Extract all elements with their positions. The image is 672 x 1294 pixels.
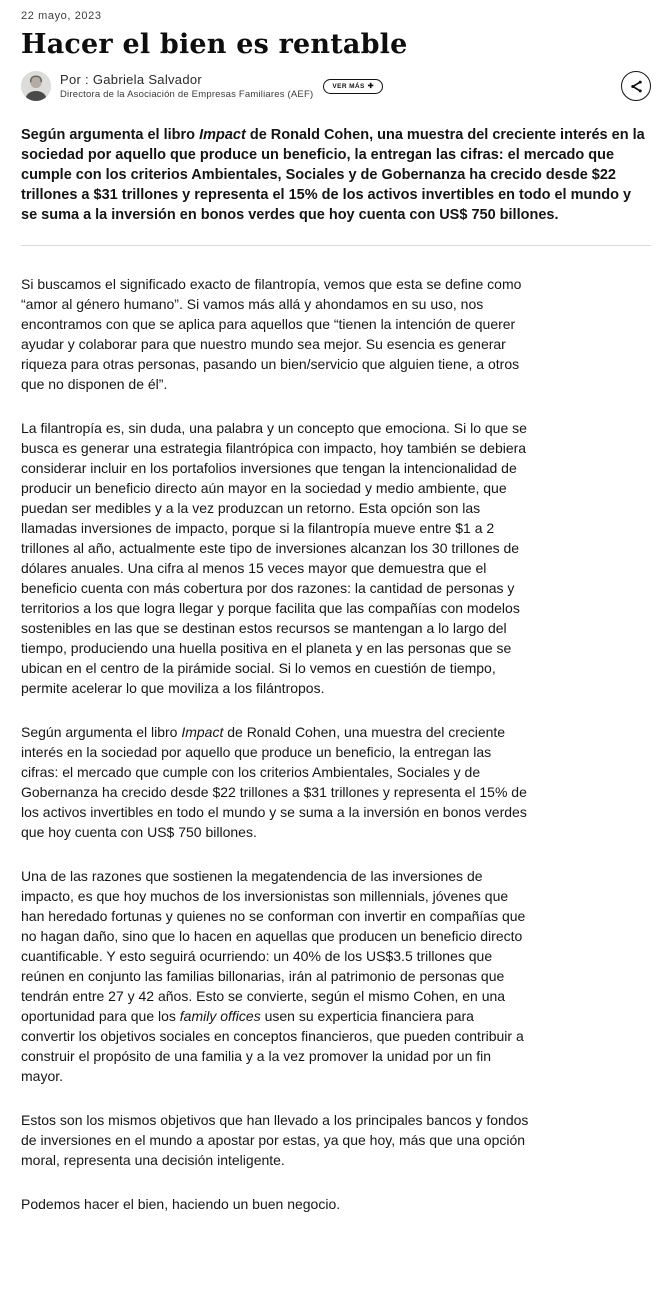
article-paragraph: Podemos hacer el bien, haciendo un buen negocio. [21, 1196, 341, 1213]
article-date: 22 mayo, 2023 [21, 10, 102, 22]
article-paragraph: Una de las razones que sostienen la megatendencia de las inversiones de impacto, es que hoy muchos de los inversionistas son millennials, jóvenes que han heredado fortunas y quienes no se conforman con invertir en compañías que no hagan daño, sino que lo hacen en aquellas que producen un beneficio directo cuantificable. Y esto seguirá ocurriendo: un 40% de los US$3.5 trillones que reúnen en conjunto las familias billonarias, irán al patrimonio de personas que tendrán entre 27 y 42 años. Esto se convierte, según el mismo Cohen, en una oportunidad para que los family offices usen su experticia financiera para convertir los objetivos sociales en conceptos financieros, que pueden contribuir a construir el propósito de una familia y a la vez promover la unidad por un fin mayor. [21, 868, 526, 1085]
author-row [21, 71, 651, 101]
article-paragraph: Según argumenta el libro Impact de Ronald Cohen, una muestra del creciente interés en la sociedad por aquello que produce un beneficio, la entregan las cifras: el mercado que cumple con los criterios Ambientales, Sociales y de Gobernanza ha crecido desde $22 trillones a $31 trillones y representa el 15% de los activos invertibles en todo el mundo y se suma a la inversión en bonos verdes que hoy cuenta con US$ 750 billones. [21, 724, 527, 841]
share-icon [629, 79, 644, 94]
article-body [21, 274, 529, 1214]
page-title: Hacer el bien es rentable [21, 29, 408, 60]
ver-mas-button[interactable] [323, 79, 383, 94]
author-block [21, 71, 383, 101]
article-paragraph: Estos son los mismos objetivos que han llevado a los principales bancos y fondos de inversiones en el mundo a apostar por estas, ya que hoy, más que una opción moral, representa una decisión inteligente. [21, 1112, 529, 1169]
author-meta [60, 72, 313, 100]
author-avatar [21, 71, 51, 101]
author-name: Por : Gabriela Salvador [60, 72, 203, 88]
plus-icon: ✚ [367, 82, 375, 90]
author-photo [21, 71, 51, 101]
ver-mas-label: VER MÁS [332, 82, 365, 90]
share-button[interactable] [621, 71, 651, 101]
section-divider [21, 245, 651, 246]
article-page [0, 10, 672, 1214]
article-intro: Según argumenta el libro Impact de Ronald Cohen, una muestra del creciente interés en la sociedad por aquello que produce un beneficio, la entregan las cifras: el mercado que cumple con los criterios Ambientales, Sociales y de Gobernanza ha crecido desde $22 trillones a $31 trillones y representa el 15% de los activos invertibles en todo el mundo y se suma a la inversión en bonos verdes que hoy cuenta con US$ 750 billones. [21, 127, 645, 224]
author-role: Directora de la Asociación de Empresas Familiares (AEF) [60, 89, 314, 101]
article-paragraph: La filantropía es, sin duda, una palabra y un concepto que emociona. Si lo que se busca es generar una estrategia filantrópica con impacto, hoy también se debiera considerar incluir en los portafolios inversiones que tengan la intencionalidad de producir un beneficio directo aún mayor en la sociedad y medio ambiente, que puedan ser medibles y a la vez produzcan un retorno. Esta opción son las llamadas inversiones de impacto, porque si la filantropía mueve entre $1 a 2 trillones al año, actualmente este tipo de inversiones alcanzan los 30 trillones de dólares anuales. Una cifra al menos 15 veces mayor que demuestra que el beneficio cuenta con más cobertura por dos razones: la cantidad de personas y territorios a los que logra llegar y porque facilita que las compañías con modelos sostenibles en las que se destinan estos recursos se mantengan a lo largo del tiempo, produciendo una huella positiva en el planeta y en las personas que se ubican en el centro de la pirámide social. Si lo vemos en cuestión de tiempo, permite acelerar lo que moviliza a los filántropos. [21, 420, 527, 697]
article-paragraph: Si buscamos el significado exacto de filantropía, vemos que esta se define como “amor al género humano”. Si vamos más allá y ahondamos en su uso, nos encontramos con que se aplica para aquellos que “tienen la intención de querer ayudar y colaborar para que nuestro mundo sea mejor. Su esencia es generar riqueza para otras personas, pasando un bien/servicio que alguien tiene, a otros que no disponen de él”. [21, 276, 522, 393]
